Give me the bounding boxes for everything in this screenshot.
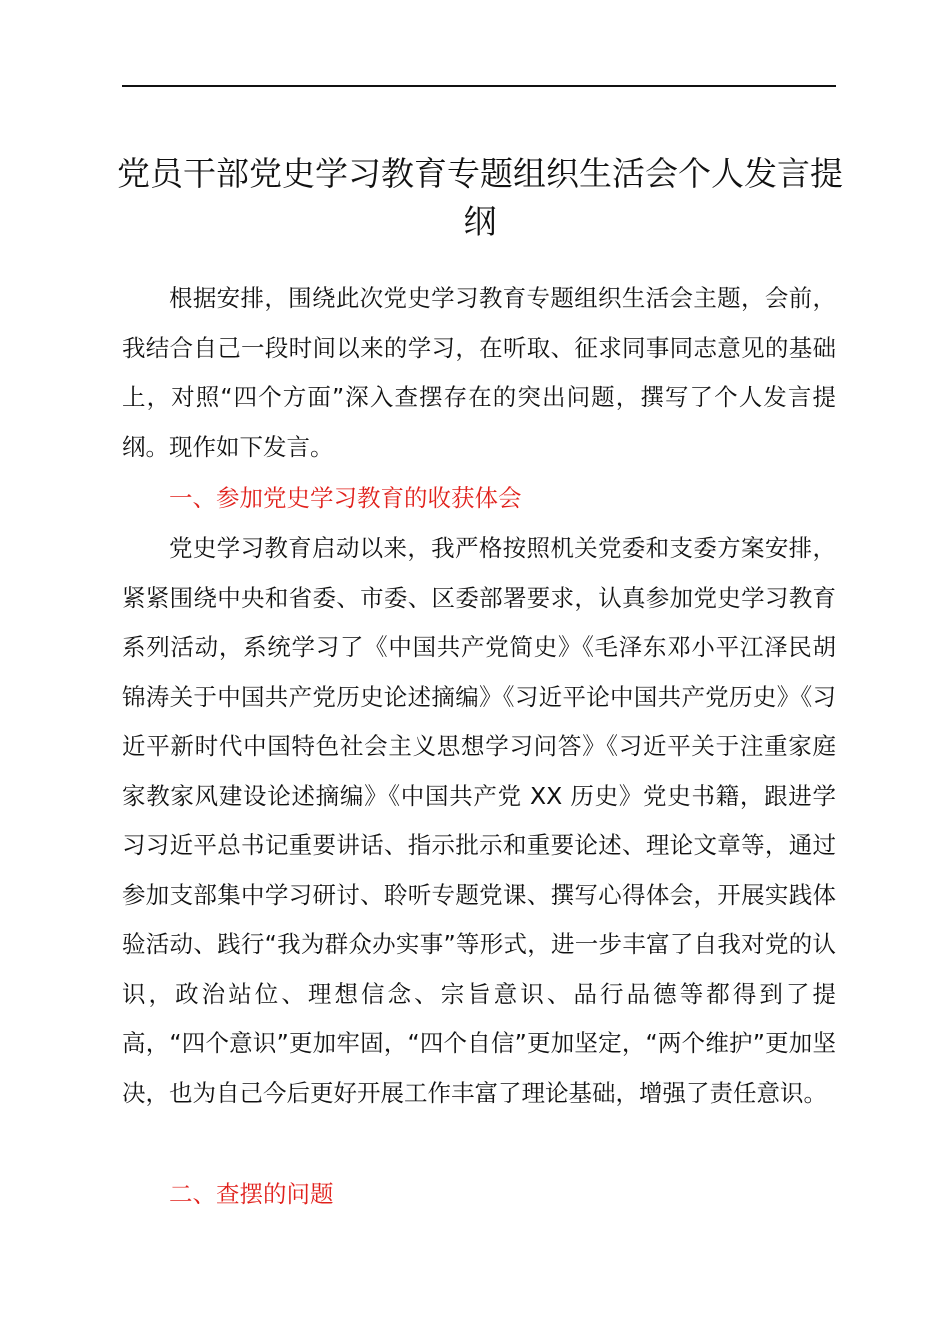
- section-heading-1: 一、参加党史学习教育的收获体会: [169, 484, 522, 512]
- section-1-paragraph: 党史学习教育启动以来，我严格按照机关党委和支委方案安排，紧紧围绕中央和省委、市委、区委部署要求，认真参加党史学习教育系列活动，系统学习了《中国共产党简史》《毛泽东邓小平江泽民胡锦涛关于中国共产党历史论述摘编》《习近平论中国共产党历史》《习近平新时代中国特色社会主义思想学习问答》《习近平关于注重家庭家教家风建设论述摘编》《中国共产党 XX 历史》党史书籍，跟进学习习近平总书记重要讲话、指示批示和重要论述、理论文章等，通过参加支部集中学习研讨、聆听专题党课、撰写心得体会，开展实践体验活动、践行“我为群众办实事”等形式，进一步丰富了自我对党的认识，政治站位、理想信念、宗旨意识、品行品德等都得到了提高，“四个意识”更加牢固，“四个自信”更加坚定，“两个维护”更加坚决，也为自己今后更好开展工作丰富了理论基础，增强了责任意识。: [122, 534, 836, 1107]
- section-heading-2: 二、查摆的问题: [169, 1180, 334, 1208]
- header-rule: [122, 85, 836, 87]
- document-title: 党员干部党史学习教育专题组织生活会个人发言提纲: [117, 154, 843, 241]
- intro-paragraph: 根据安排，围绕此次党史学习教育专题组织生活会主题，会前，我结合自己一段时间以来的学习，在听取、征求同事同志意见的基础上，对照“四个方面”深入查摆存在的突出问题，撰写了个人发言提纲。现作如下发言。: [122, 284, 836, 461]
